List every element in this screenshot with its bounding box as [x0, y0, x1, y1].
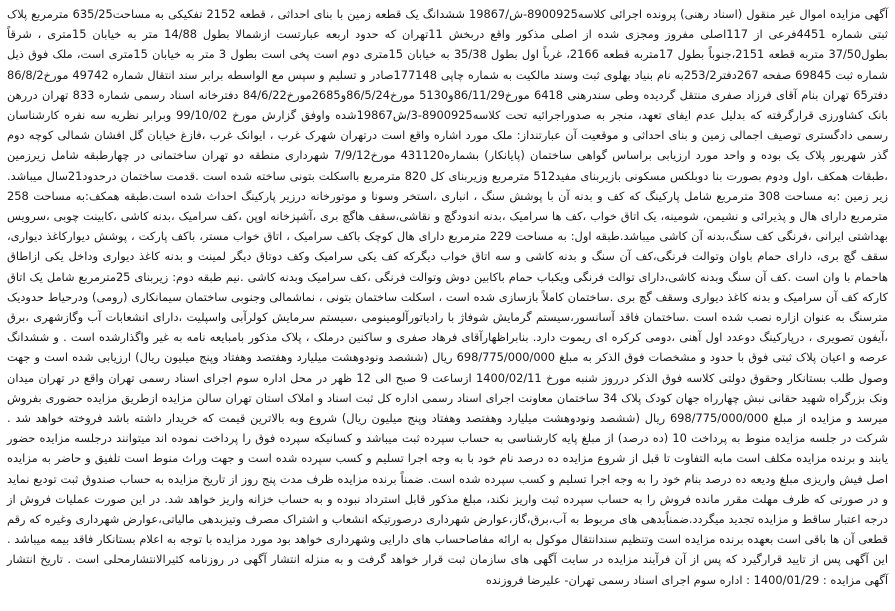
auction-notice-text: آگهی مزایده اموال غیر منقول (اسناد رهنی) پرونده اجرائی کلاسه8900925-ش/19867 ششدانگ یک قطعه زمین با بنای احداثی ، قطعه 2152 تفکیکی به مساحت635/25 مترمربع پلاک ثبتی شماره 4451فرعی از 117اصلی مفروز ومجزی شده از اصلی مذکور واقع دربخش 11تهران که حدود اربعه عبارتست ازشمالا بطول 14/88 متر به خیابان 15متری ، شرقاً بطول37/50 متربه قطعه 2151،جنوباً بطول 17متربه قطعه 2166، غرباً اول بطول 35/38 به خیابان 15متری دوم است پخی است بطول 3 متر به خیابان 15متری است، ملک فوق ذیل شماره ثبت 69845 صفحه 267دفتر253/2به نام بنیاد بهلوی ثبت وسند مالکیت به شماره چاپی 177148صادر و تسلیم و سپس مع الواسطه برابر سند انتقال شماره 49742 مورخ86/8/2 دفتر65 تهران بنام آقای فرزاد صفری منتقل گردیده وطی سندرهنی 6418 مورخ86/11/29و5130 مورخ86/5/24و2685مورخ84/6/22 دفترخانه اسناد رسمی شماره 833 تهران دررهن بانک کشاورزی قرارگرفته که بدلیل عدم ایفای تعهد، منجر به صدوراجرائیه تحت کلاسه8900925-3/ش19867شده واوفق گزارش مورخ 99/10/02 وبرابر نظریه سه نفره کارشناسان رسمی دادگستری توصیف اجمالی زمین و بنای احداثی و موقعیت آن عبارتنداز: ملک مورد اشاره واقع است درتهران شهرک غرب ، ایوانک غرب ،فازغ خیابان گل افشان شمالی کوچه دوم گذر شهریور پلاک یک بوده و واحد مورد ارزیابی براساس گواهی ساختمان (پایانکار) بشماره431120 مورخ7/9/12 شهرداری منطقه دو تهران ساختمانی در چهارطبقه شامل زیرزمین ،طبقات همکف ،اول ودوم بصورت بنا دوبلکس مسکونی بازیربنای مفید512 مترمربع وزیربنای کل 820 مترمربع بااسکلت بتونی ساخته شده است .قدمت ساختمان درحدود21سال میباشد. زیر زمین :به مساحت 308 مترمربع شامل پارکینگ که کف و بدنه آن با پوشش سنگ ، انباری ،استخر وسونا و موتورخانه درزیر پارکینگ احداث شده است.طبقه همکف:به مساحت 258 مترمربع دارای هال و پذیرائی و نشیمن، شومینه، یک اتاق خواب ،کف ها سرامیک ،بدنه اندودگچ و نقاشی،سقف هاگچ بری ،آشپزخانه اوپن ،کف سرامیک ،بدنه کاشی ،کابینت چوبی ،سرویس بهداشتی ایرانی ،فرنگی کف سنگ،بدنه آن کاشی میباشد.طبقه اول: به مساحت 229 مترمربع دارای هال کوچک باکف سرامیک ، اتاق خواب مستر، باکف پارکت ، پوشش دیوارکاغذ دیواری، سقف گچ بری، دارای حمام باوان وتوالت فرنگی،کف آن سنگ و بدنه کاشی و سه اتاق خواب دیگرکه کف یکی سرامیک وکف دوتاق دیگر لمینت و بدنه کاغذ دیواری وداخل یکی ازاطاق هاحمام با وان است .کف آن سنگ وبدنه کاشی،دارای توالت فرنگی ویکباب حمام باکابین دوش وتوالت فرنگی ،کف سرامیک وبدنه کاشی .نیم طبقه دوم: زیربنای 25مترمربع شامل یک اتاق کارکه کف آن سرامیک و بدنه کاغذ دیواری وسقف گچ بری .ساختمان کاملاً بازسازی شده است ، اسکلت ساختمان بتونی ، نماشمالی وجنوبی ساختمان سیمانکاری (رومی) ودرحیاط حدودیک مترسنگ به عنوان ازاره نصب شده است .ساختمان فاقد آسانسور،سیستم گرمایش شوفاژ با رادیاتورآلومینومی ،سیستم سرمایش کولرآبی واسپلیت ،دارای انشعابات آب وگازشهری ،برق ،آیفون تصویری ، درپارکینگ دوعدد اول آهنی ،دومی کرکره ای ریموت دارد. بنابراظهارآقای فرهاد صفری و ساکنین درملک ، پلاک مذکور بامبایعه نامه به غیر واگذارشده است . و ششدانگ عرصه و اعیان پلاک ثبتی فوق با حدود و مشخصات فوق الذکر به مبلغ 698/775/000/000 ریال (ششصد ونودوهشت میلیارد وهفتصد وهفتاد وپنج میلیون ریال) ارزیابی شده است و جهت وصول طلب بستانکار وحقوق دولتی کلاسه فوق الذکر درروز شنبه مورخ 1400/02/11 ازساعت 9 صبح الی 12 ظهر در محل اداره سوم اجرای اسناد رسمی تهران واقع در تهران میدان ونک بزرگراه شهید حقانی نبش چهارراه جهان کودک پلاک 34 ساختمان معاونت اجرای اسناد رسمی اداره کل ثبت اسناد و املاک استان تهران سالن مزایده ازطریق مزایده حضوری بفروش میرسد و مزایده از مبلغ 698/775/000/000 ریال (ششصد ونودوهشت میلیارد وهفتصد وهفتاد وپنج میلیون ریال) شروع وبه بالاترین قیمت که خریدار داشته باشد فروخته خواهد شد . شرکت در جلسه مزایده منوط به پرداخت 10 (ده درصد) از مبلغ پایه کارشناسی به حساب سپرده ثبت میباشد و کسانیکه سپرده فوق را پرداخت نموده اند میتوانند درجلسه مزایده حضور یابند و برنده مزایده مکلف است مابه التفاوت تا قبل از شروع مزایده ده درصد نام خود با به وجه اجرا تسلیم و کسب سپرده شده است و جهت وراث منوط است تلفیق و حاضر به مزایده اصل فیش واریزی مبلغ ودیعه ده درصد بنام خود را به وجه اجرا تسلیم و کسب سپرده شده است. ضمناً برنده مزایده ظرف مدت پنج روز از تاریخ مزایده به حساب صندوق ثبت تودیع نماید و در صورتی که ظرف مهلت مقرر مانده فروش را به حساب سپرده ثبت واریز نکند، مبلغ مذکور قابل استرداد نبوده و به حساب خزانه واریز خواهد شد. در این صورت عملیات فروش از درجه اعتبار ساقط و مزایده تجدید میگردد.ضمناًبدهی های مربوط به آب،برق،گاز،عوارض شهرداری درصورتیکه انشعاب و اشتراک مصرف وتیزبدهی مالیاتی،عوارض شهرداری وغیره که رقم قطعی آن ها باقی است بعهده برنده مزایده است وتنظیم سندانتقال موکول به ارائه مفاصاحساب های دارایی وشهرداری خواهد بود مورد مزایده با توجه به اعلام بستانکار فاقد بیمه میباشد . این آگهی پس از تایید قرارگیرد که پس از آن فرآیند مزایده در سایت آگهی های سازمان ثبت قرار خواهد گرفت و به منزله انتشار آگهی در روزنامه کثیرالانتشارمحلی است . تاریخ انتشار آگهی مزایده : 1400/01/29 : اداره سوم اجرای اسناد رسمی تهران- علیرضا فروزنده [7, 7, 889, 587]
